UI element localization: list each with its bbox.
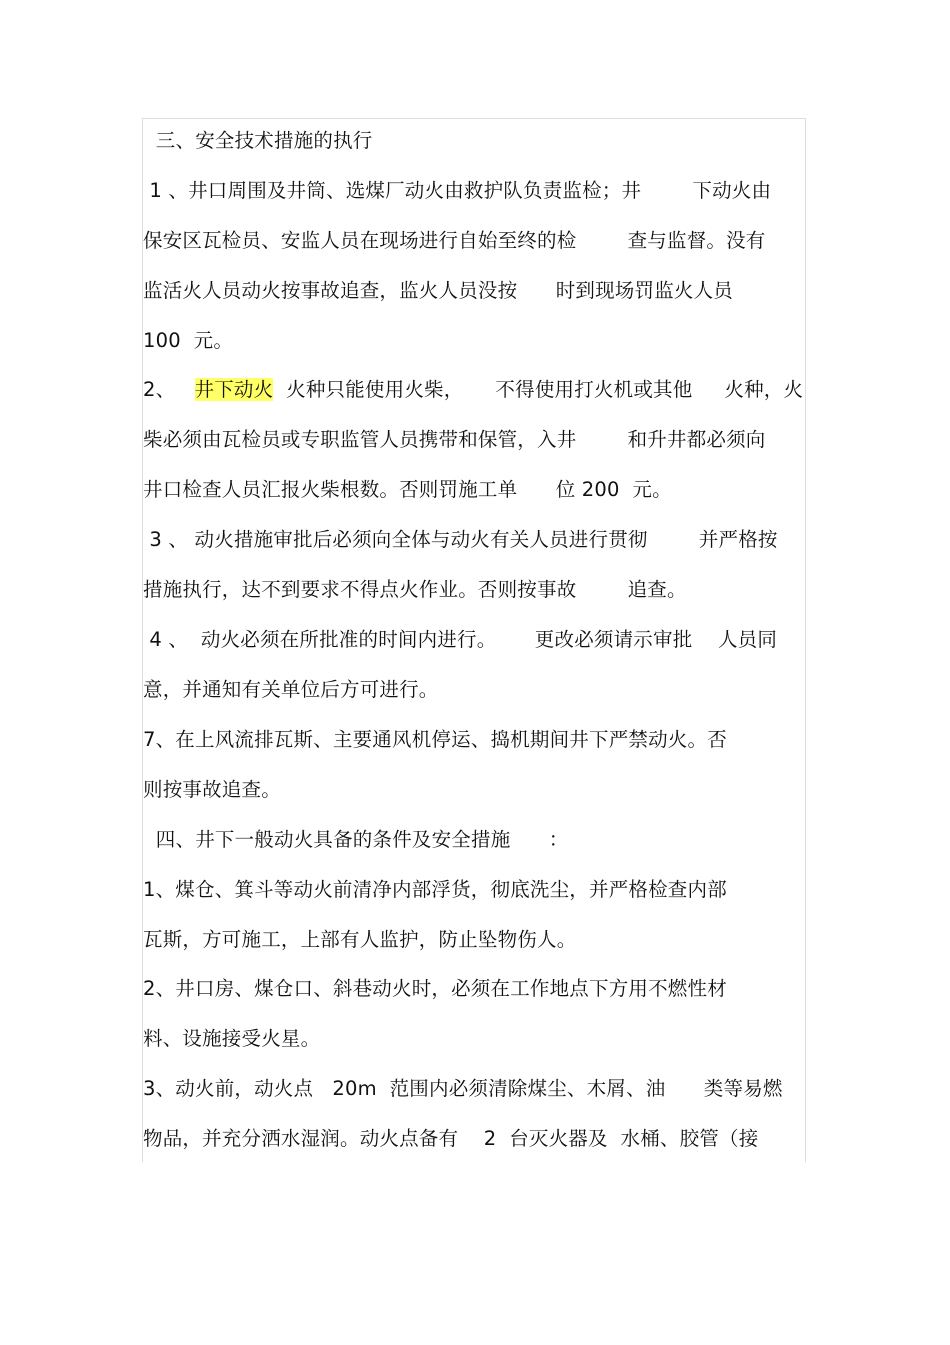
text-line: 意，并通知有关单位后方可进行。 [143,678,439,701]
text-line: 3、动火前，动火点 20m 范围内必须清除煤尘、木屑、油 类等易燃 [143,1077,783,1100]
text-line: 保安区瓦检员、安监人员在现场进行自始至终的检 查与监督。没有 [143,229,766,252]
text-line: 瓦斯，方可施工，上部有人监护，防止坠物伤人。 [143,928,577,951]
section-heading-3: 三、安全技术措施的执行 [143,129,373,152]
item-2-text: 火种只能使用火柴， 不得使用打火机或其他 火种，火 [273,378,804,401]
text-line: 100 元。 [143,329,234,352]
text-line: 2、井口房、煤仓口、斜巷动火时，必须在工作地点下方用不燃性材 [143,977,727,1000]
text-line: 4 、 动火必须在所批准的时间内进行。 更改必须请示审批 人员同 [143,628,778,651]
text-line: 1 、井口周围及井筒、选煤厂动火由救护队负责监检；井 下动火由 [143,179,772,202]
highlighted-text: 井下动火 [194,378,274,401]
text-line: 井口检查人员汇报火柴根数。否则罚施工单 位 200 元。 [143,478,672,501]
text-line: 监活火人员动火按事故追查，监火人员没按 时到现场罚监火人员 [143,279,733,302]
text-line: 则按事故追查。 [143,778,281,801]
text-line-item-2 [143,375,803,405]
item-2-prefix: 2、 [143,378,195,401]
text-line: 物品，并充分洒水湿润。动火点备有 2 台灭火器及 水桶、胶管（接 [143,1127,759,1150]
text-line: 1、煤仓、箕斗等动火前清净内部浮货，彻底洗尘，并严格检查内部 [143,878,727,901]
text-line: 料、设施接受火星。 [143,1027,321,1050]
text-line: 3 、 动火措施审批后必须向全体与动火有关人员进行贯彻 并严格按 [143,528,778,551]
text-line: 7、在上风流排瓦斯、主要通风机停运、捣机期间井下严禁动火。否 [143,728,727,751]
text-line: 柴必须由瓦检员或专职监管人员携带和保管，入井 和升井都必须向 [143,428,766,451]
text-line: 措施执行，达不到要求不得点火作业。否则按事故 追查。 [143,578,687,601]
section-heading-4: 四、井下一般动火具备的条件及安全措施 ： [143,828,569,851]
